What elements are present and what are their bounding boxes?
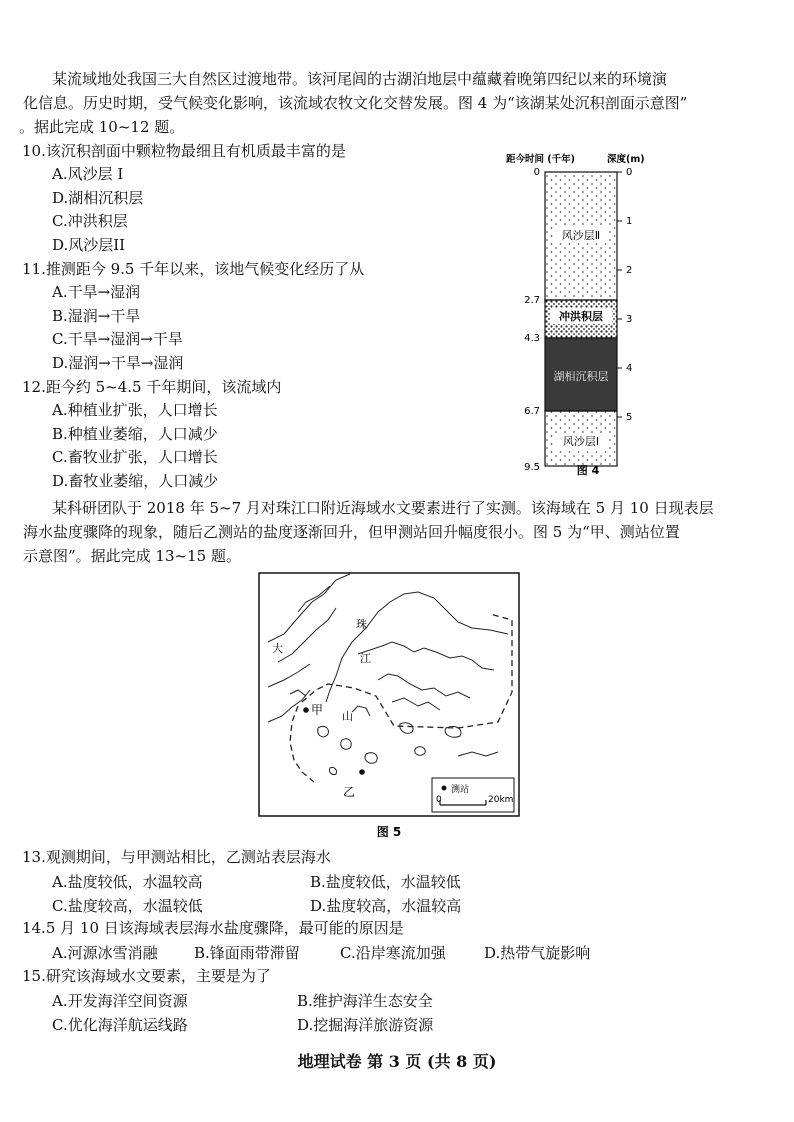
- passage-2-line-3: 示意图”。据此完成 13~15 题。: [23, 547, 241, 565]
- question-12-stem: 12.距今约 5~4.5 千年期间，该流域内: [22, 378, 282, 396]
- question-10-option-c[interactable]: C.冲洪积层: [52, 212, 128, 231]
- question-13-options: [52, 870, 772, 918]
- question-15-option-c[interactable]: C.优化海洋航运线路: [52, 1016, 188, 1034]
- fig4-depth-4: 4: [626, 363, 633, 374]
- fig5-legend-station-label: 测站: [451, 785, 470, 795]
- passage-1: [19, 67, 783, 139]
- fig4-time-0: 0: [533, 167, 540, 178]
- question-10-option-d[interactable]: D.风沙层II: [52, 235, 126, 254]
- question-11-option-b[interactable]: B.湿润→干旱: [52, 306, 141, 325]
- question-12-option-a[interactable]: A.种植业扩张，人口增长: [52, 401, 218, 420]
- question-10-option-a[interactable]: A.风沙层 I: [52, 165, 124, 184]
- fig4-header-depth: 深度(m): [607, 154, 645, 165]
- fig5-station-jia-marker: [303, 707, 309, 713]
- passage-2-line-1: 某科研团队于 2018 年 5~7 月对珠江口附近海域水文要素进行了实测。该海域在 5 月 10 日现表层: [52, 499, 714, 517]
- fig4-caption: 图 4: [576, 464, 600, 477]
- question-14-option-b[interactable]: B.锋面雨带滞留: [194, 944, 300, 962]
- question-10-option-b[interactable]: D.湖相沉积层: [52, 188, 144, 207]
- fig5-label-jia: 甲: [311, 703, 324, 717]
- figure-4-sediment-profile: [500, 150, 660, 480]
- fig4-label-flood: 冲洪积层: [559, 310, 603, 323]
- fig4-depth-2: 2: [626, 265, 633, 276]
- fig4-label-sand-2: 风沙层Ⅱ: [561, 229, 601, 242]
- question-11-stem: 11.推测距今 9.5 千年以来，该地气候变化经历了从: [22, 260, 365, 278]
- question-13-option-d[interactable]: D.盐度较高，水温较高: [310, 897, 462, 915]
- passage-1-line-2: 化信息。历史时期，受气候变化影响，该流域农牧文化交替发展。图 4 为“该湖某处沉积剖面示意图”: [23, 94, 688, 112]
- fig5-legend-station-icon: [442, 786, 447, 791]
- question-13: [22, 846, 762, 869]
- page-footer: 地理试卷 第 3 页 (共 8 页): [297, 1052, 497, 1071]
- fig4-time-9-5: 9.5: [524, 462, 540, 473]
- fig4-depth-3: 3: [626, 314, 633, 325]
- question-12-option-c[interactable]: C.畜牧业扩张，人口增长: [52, 448, 218, 467]
- fig5-label-da: 大: [272, 642, 283, 655]
- question-12-option-b[interactable]: B.种植业萎缩，人口减少: [52, 424, 218, 443]
- fig4-label-sand-1: 风沙层Ⅰ: [562, 435, 600, 448]
- question-14-option-d[interactable]: D.热带气旋影响: [484, 944, 591, 962]
- fig5-label-shan: 山: [342, 710, 353, 723]
- question-14-stem: 14.5 月 10 日该海域表层海水盐度骤降，最可能的原因是: [22, 919, 404, 937]
- question-12-option-d[interactable]: D.畜牧业萎缩，人口减少: [52, 471, 219, 490]
- passage-2: [23, 496, 788, 568]
- fig5-scale-zero: 0: [436, 795, 442, 805]
- fig4-time-6-7: 6.7: [524, 406, 540, 417]
- question-11-option-c[interactable]: C.干旱→湿润→干旱: [52, 330, 183, 349]
- passage-2-line-2: 海水盐度骤降的现象，随后乙测站的盐度逐渐回升，但甲测站回升幅度很小。图 5 为“甲、测站位置: [23, 523, 680, 541]
- question-15-options: [52, 989, 772, 1037]
- fig5-station-yi-marker: [359, 769, 365, 775]
- question-13-option-c[interactable]: C.盐度较高，水温较低: [52, 897, 203, 915]
- fig4-time-4-3: 4.3: [524, 333, 540, 344]
- question-14-option-c[interactable]: C.沿岸寒流加强: [340, 944, 446, 962]
- question-13-option-a[interactable]: A.盐度较低，水温较高: [52, 873, 203, 891]
- question-15-option-d[interactable]: D.挖掘海洋旅游资源: [297, 1016, 434, 1034]
- passage-1-line-3: 。据此完成 10~12 题。: [19, 118, 185, 136]
- question-12: [22, 376, 492, 493]
- fig5-label-zhu: 珠: [356, 618, 367, 631]
- question-14: [22, 917, 762, 940]
- question-15-stem: 15.研究该海域水文要素，主要是为了: [22, 967, 271, 985]
- question-10-stem: 10.该沉积剖面中颗粒物最细且有机质最丰富的是: [22, 142, 346, 160]
- fig5-scale-dist: 20km: [488, 795, 514, 805]
- question-14-option-a[interactable]: A.河源冰雪消融: [52, 944, 158, 962]
- fig4-header-time: 距今时间 (千年): [506, 154, 575, 165]
- question-11: [22, 258, 492, 375]
- question-11-option-d[interactable]: D.湿润→干旱→湿润: [52, 353, 184, 372]
- fig4-time-2-7: 2.7: [524, 295, 540, 306]
- fig4-depth-0: 0: [626, 167, 633, 178]
- question-10: [22, 140, 492, 257]
- question-15: [22, 965, 762, 988]
- fig4-depth-5: 5: [626, 412, 633, 423]
- fig4-depth-1: 1: [626, 216, 633, 227]
- question-14-options: [52, 941, 772, 965]
- question-15-option-b[interactable]: B.维护海洋生态安全: [297, 992, 433, 1010]
- figure-5-map: [258, 572, 520, 842]
- question-13-stem: 13.观测期间，与甲测站相比，乙测站表层海水: [22, 848, 331, 866]
- question-11-option-a[interactable]: A.干旱→湿润: [52, 283, 141, 302]
- fig4-label-lake: 湖相沉积层: [553, 370, 609, 383]
- question-15-option-a[interactable]: A.开发海洋空间资源: [52, 992, 188, 1010]
- fig5-label-yi: 乙: [343, 785, 356, 799]
- question-13-option-b[interactable]: B.盐度较低，水温较低: [310, 873, 461, 891]
- passage-1-line-1: 某流域地处我国三大自然区过渡地带。该河尾闾的古湖泊地层中蕴藏着晚第四纪以来的环境演: [52, 70, 668, 88]
- fig5-caption: 图 5: [376, 825, 402, 839]
- fig5-label-jiang: 江: [360, 652, 371, 665]
